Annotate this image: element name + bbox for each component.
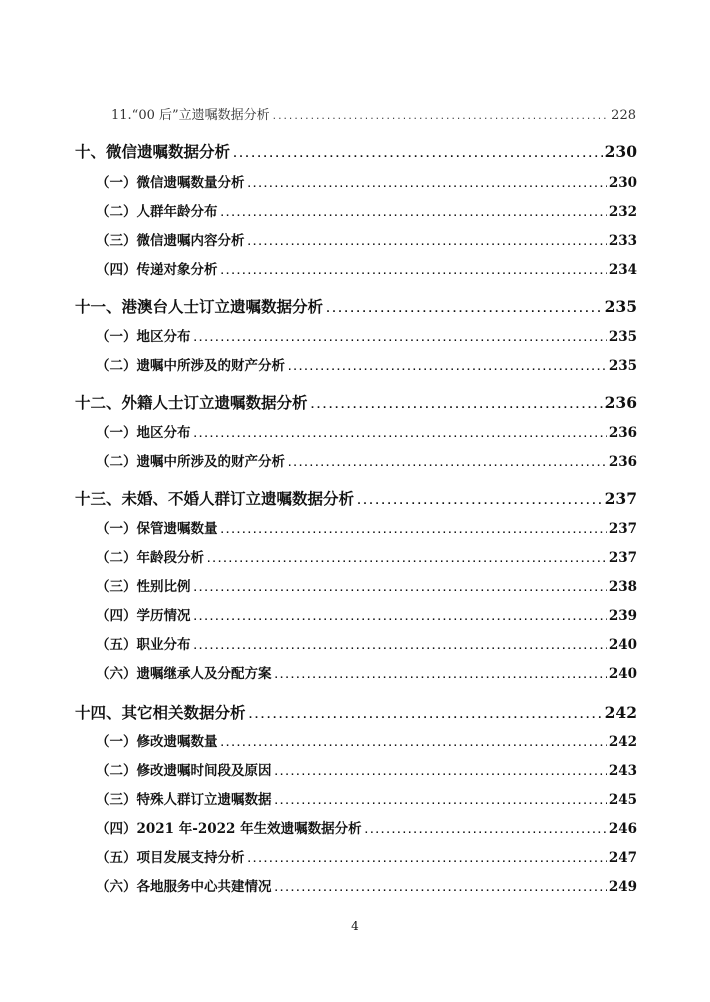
toc-entry[interactable] <box>96 200 637 220</box>
toc-entry[interactable] <box>96 875 637 895</box>
toc-entry-label: （二）年龄段分析 <box>96 550 204 566</box>
toc-entry-label: （三）性别比例 <box>96 579 191 595</box>
toc-entry-label: （一）地区分布 <box>96 425 191 441</box>
dot-leader <box>274 884 607 894</box>
toc-entry-page: 235 <box>608 329 637 345</box>
toc-entry[interactable] <box>96 258 637 278</box>
toc-entry-label: （二）遗嘱中所涉及的财产分析 <box>96 358 285 374</box>
toc-entry-page: 236 <box>608 454 637 470</box>
dot-leader <box>220 267 607 277</box>
toc-entry[interactable] <box>96 759 637 779</box>
toc-section-page: 237 <box>604 489 637 508</box>
toc-entry-label: （四）传递对象分析 <box>96 262 218 278</box>
dot-leader <box>220 739 607 749</box>
toc-entry-label: （二）遗嘱中所涉及的财产分析 <box>96 454 285 470</box>
toc-entry-page: 242 <box>608 734 637 750</box>
dot-leader <box>274 768 607 778</box>
toc-entry[interactable] <box>96 730 637 750</box>
toc-entry[interactable] <box>96 575 637 595</box>
dot-leader <box>206 555 607 565</box>
toc-entry[interactable] <box>96 662 637 682</box>
dot-leader <box>232 149 603 160</box>
page-number: 4 <box>351 919 359 933</box>
toc-entry-page: 239 <box>608 608 637 624</box>
toc-entry-page: 230 <box>608 175 637 191</box>
toc-entry-label: （三）特殊人群订立遗嘱数据 <box>96 792 272 808</box>
toc-entry[interactable] <box>96 450 637 470</box>
toc-entry-label: （二）人群年龄分布 <box>96 204 218 220</box>
dot-leader <box>325 304 603 315</box>
toc-entry-page: 245 <box>608 792 637 808</box>
toc-entry[interactable] <box>96 604 637 624</box>
dot-leader <box>193 430 607 440</box>
dot-leader <box>356 496 603 507</box>
toc-section[interactable] <box>75 140 637 162</box>
toc-entry-page: 228 <box>611 108 636 123</box>
toc-entry-label: （五）项目发展支持分析 <box>96 850 245 866</box>
dot-leader <box>193 584 607 594</box>
dot-leader <box>274 671 607 681</box>
toc-entry[interactable] <box>96 171 637 191</box>
toc-entry-label: （六）各地服务中心共建情况 <box>96 879 272 895</box>
toc-section-page: 236 <box>604 393 637 412</box>
toc-entry-page: 232 <box>608 204 637 220</box>
dot-leader <box>247 180 607 190</box>
toc-entry-label: （一）保管遗嘱数量 <box>96 521 218 537</box>
toc-entry[interactable] <box>96 421 637 441</box>
dot-leader <box>193 642 607 652</box>
toc-entry[interactable] <box>96 229 637 249</box>
toc-entry-label: （六）遗嘱继承人及分配方案 <box>96 666 272 682</box>
dot-leader <box>248 710 603 721</box>
dot-leader <box>287 459 607 469</box>
toc-entry[interactable] <box>96 325 637 345</box>
toc-entry-label: （一）修改遗嘱数量 <box>96 734 218 750</box>
toc-entry-page: 240 <box>608 666 637 682</box>
toc-section-page: 230 <box>604 142 637 161</box>
toc-entry[interactable] <box>96 633 637 653</box>
toc-entry-label: （一）地区分布 <box>96 329 191 345</box>
toc-entry-page: 238 <box>608 579 637 595</box>
toc-entry[interactable] <box>96 517 637 537</box>
toc-entry-label: （四）2021 年-2022 年生效遗嘱数据分析 <box>96 821 362 837</box>
toc-entry-label: （五）职业分布 <box>96 637 191 653</box>
dot-leader <box>274 797 607 807</box>
dot-leader <box>220 209 607 219</box>
dot-leader <box>220 526 607 536</box>
toc-section-label: 十一、港澳台人士订立遗嘱数据分析 <box>75 297 324 316</box>
toc-section-label: 十三、未婚、不婚人群订立遗嘱数据分析 <box>75 489 355 508</box>
dot-leader <box>193 613 607 623</box>
toc-entry-page: 237 <box>608 550 637 566</box>
toc-section[interactable] <box>75 295 637 317</box>
dot-leader <box>364 826 607 836</box>
toc-entry[interactable] <box>96 788 637 808</box>
dot-leader <box>247 855 607 865</box>
toc-entry[interactable] <box>96 354 637 374</box>
toc-section[interactable] <box>75 391 637 413</box>
toc-entry-label: （四）学历情况 <box>96 608 191 624</box>
toc-entry-page: 235 <box>608 358 637 374</box>
toc-entry[interactable] <box>96 546 637 566</box>
dot-leader <box>247 238 607 248</box>
dot-leader <box>193 334 607 344</box>
toc-entry-page: 234 <box>608 262 637 278</box>
toc-section-label: 十二、外籍人士订立遗嘱数据分析 <box>75 393 308 412</box>
toc-entry-page: 233 <box>608 233 637 249</box>
toc-section[interactable] <box>75 487 637 509</box>
toc-entry-page: 237 <box>608 521 637 537</box>
toc-section-label: 十四、其它相关数据分析 <box>75 703 246 722</box>
toc-entry-page: 240 <box>608 637 637 653</box>
toc-entry-page: 247 <box>608 850 637 866</box>
toc-entry[interactable] <box>111 104 636 123</box>
toc-entry-page: 249 <box>608 879 637 895</box>
dot-leader <box>287 363 607 373</box>
toc-entry[interactable] <box>96 846 637 866</box>
toc-section-label: 十、微信遗嘱数据分析 <box>75 142 231 161</box>
toc-section[interactable] <box>75 701 637 723</box>
toc-section-page: 235 <box>604 297 637 316</box>
toc-entry-label: （三）微信遗嘱内容分析 <box>96 233 245 249</box>
toc-section-page: 242 <box>604 703 637 722</box>
toc-entry-page: 246 <box>608 821 637 837</box>
toc-entry-label: （一）微信遗嘱数量分析 <box>96 175 245 191</box>
dot-leader <box>272 112 610 122</box>
toc-entry-page: 243 <box>608 763 637 779</box>
toc-entry[interactable] <box>96 817 637 837</box>
toc-entry-page: 236 <box>608 425 637 441</box>
toc-entry-label: （二）修改遗嘱时间段及原因 <box>96 763 272 779</box>
toc-entry-label: 11.“00 后”立遗嘱数据分析 <box>111 108 270 123</box>
dot-leader <box>310 400 603 411</box>
